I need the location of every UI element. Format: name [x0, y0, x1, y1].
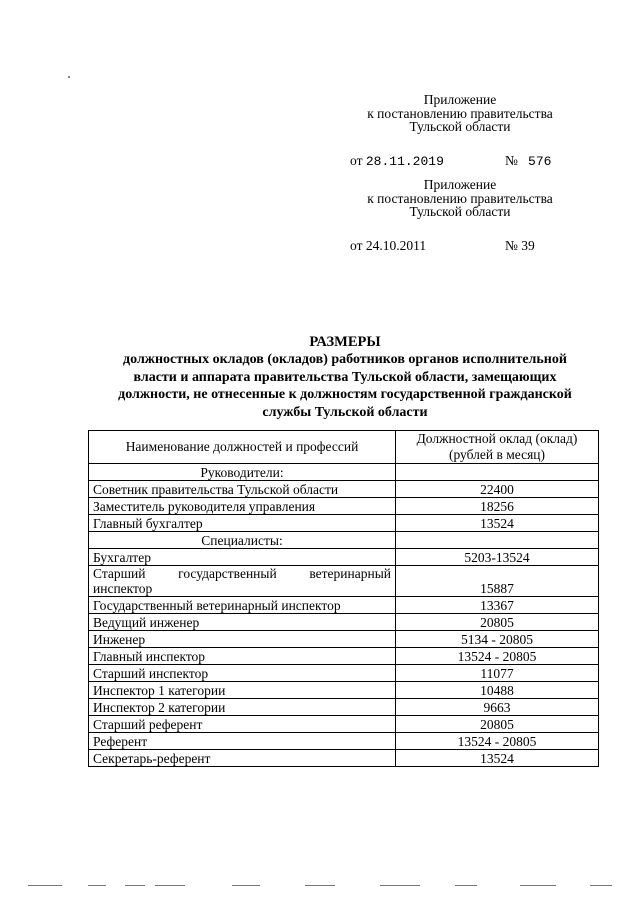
empty-cell — [396, 464, 599, 481]
table-row — [89, 716, 599, 733]
approval-line-2: к постановлению правительства — [367, 105, 553, 121]
scan-mark — [155, 885, 185, 886]
table-row — [89, 648, 599, 665]
salary-value: 15887 — [396, 566, 599, 597]
scan-artifacts — [0, 885, 640, 889]
salary-value: 13524 - 20805 — [396, 648, 599, 665]
approval-line-1: Приложение — [423, 177, 497, 192]
scan-mark — [125, 885, 145, 886]
table-row — [89, 631, 599, 648]
scan-mark — [305, 885, 335, 886]
table-row — [89, 682, 599, 699]
salary-value: 11077 — [396, 665, 599, 682]
header-salary-line-1: Должностной оклад (оклад) — [416, 431, 578, 446]
empty-cell — [396, 532, 599, 549]
table-row — [89, 515, 599, 532]
table-row — [89, 750, 599, 767]
title-heading: РАЗМЕРЫ — [309, 334, 381, 350]
table-row — [89, 614, 599, 631]
table-header-row — [89, 431, 599, 464]
salary-value: 13367 — [396, 597, 599, 614]
section-row — [89, 532, 599, 549]
position-name: Старший референт — [89, 716, 396, 733]
position-name: Инспектор 1 категории — [89, 682, 396, 699]
table-row — [89, 549, 599, 566]
approval-number — [505, 154, 551, 169]
position-name: Бухгалтер — [89, 549, 396, 566]
document-title — [90, 333, 600, 421]
salary-value: 9663 — [396, 699, 599, 716]
approval-block-2011 — [350, 178, 570, 255]
header-position: Наименование должностей и профессий — [89, 431, 396, 464]
salary-value: 5203-13524 — [396, 549, 599, 566]
approval-line-3: Тульской области — [409, 204, 511, 219]
approval-date — [350, 154, 444, 169]
approval-number: № 39 — [505, 237, 535, 253]
position-name: Советник правительства Тульской области — [89, 481, 396, 498]
approval-date: от 24.10.2011 — [350, 237, 427, 253]
position-name: Главный инспектор — [89, 648, 396, 665]
section-label-specialists: Специалисты: — [89, 532, 396, 549]
position-name-line-1: Старший государственный ветеринарный — [93, 566, 391, 581]
salary-value: 13524 — [396, 515, 599, 532]
salary-value: 22400 — [396, 481, 599, 498]
approval-line-2: к постановлению правительства — [367, 190, 553, 206]
salary-value: 18256 — [396, 498, 599, 515]
position-name: Государственный ветеринарный инспектор — [89, 597, 396, 614]
scan-mark — [28, 885, 62, 886]
header-salary-line-2: (рублей в месяц) — [448, 447, 546, 462]
approval-date-line — [350, 154, 570, 170]
approval-line-1: Приложение — [423, 92, 497, 107]
date-prefix: от — [350, 152, 363, 168]
scan-mark — [232, 885, 260, 886]
table-row — [89, 597, 599, 614]
approval-date-line — [350, 239, 570, 255]
position-name-line-2: инспектор — [93, 581, 153, 596]
table-row — [89, 566, 599, 597]
table-row — [89, 498, 599, 515]
approval-block-2019 — [350, 93, 570, 170]
scan-speck — [68, 76, 70, 78]
position-name: Референт — [89, 733, 396, 750]
position-name: Заместитель руководителя управления — [89, 498, 396, 515]
position-name: Старший инспектор — [89, 665, 396, 682]
salary-table — [88, 430, 599, 767]
table-row — [89, 665, 599, 682]
date-value: 28.11.2019 — [365, 153, 444, 169]
title-subtitle-3: должности, не отнесенные к должностям государственной гражданской — [118, 387, 572, 402]
scan-mark — [88, 885, 106, 886]
position-name — [89, 566, 396, 597]
approval-line-3: Тульской области — [409, 119, 511, 134]
section-row — [89, 464, 599, 481]
position-name: Секретарь-референт — [89, 750, 396, 767]
table-row — [89, 733, 599, 750]
scan-mark — [455, 885, 477, 886]
position-name: Инспектор 2 категории — [89, 699, 396, 716]
salary-value: 10488 — [396, 682, 599, 699]
table-row — [89, 699, 599, 716]
number-value: 576 — [528, 153, 552, 169]
position-name: Ведущий инженер — [89, 614, 396, 631]
header-salary — [396, 431, 599, 464]
salary-value: 20805 — [396, 716, 599, 733]
salary-value: 13524 — [396, 750, 599, 767]
salary-value: 13524 - 20805 — [396, 733, 599, 750]
section-label-leaders: Руководители: — [89, 464, 396, 481]
table-row — [89, 481, 599, 498]
salary-value: 5134 - 20805 — [396, 631, 599, 648]
title-subtitle-2: власти и аппарата правительства Тульской области, замещающих — [133, 369, 557, 385]
title-subtitle-1: должностных окладов (окладов) работников органов исполнительной — [123, 352, 567, 367]
position-name: Главный бухгалтер — [89, 515, 396, 532]
scan-mark — [520, 885, 556, 886]
salary-value: 20805 — [396, 614, 599, 631]
title-subtitle-4: службы Тульской области — [262, 404, 428, 420]
scan-mark — [380, 885, 420, 886]
number-prefix: № — [505, 152, 518, 168]
scan-mark — [590, 885, 612, 886]
position-name: Инженер — [89, 631, 396, 648]
